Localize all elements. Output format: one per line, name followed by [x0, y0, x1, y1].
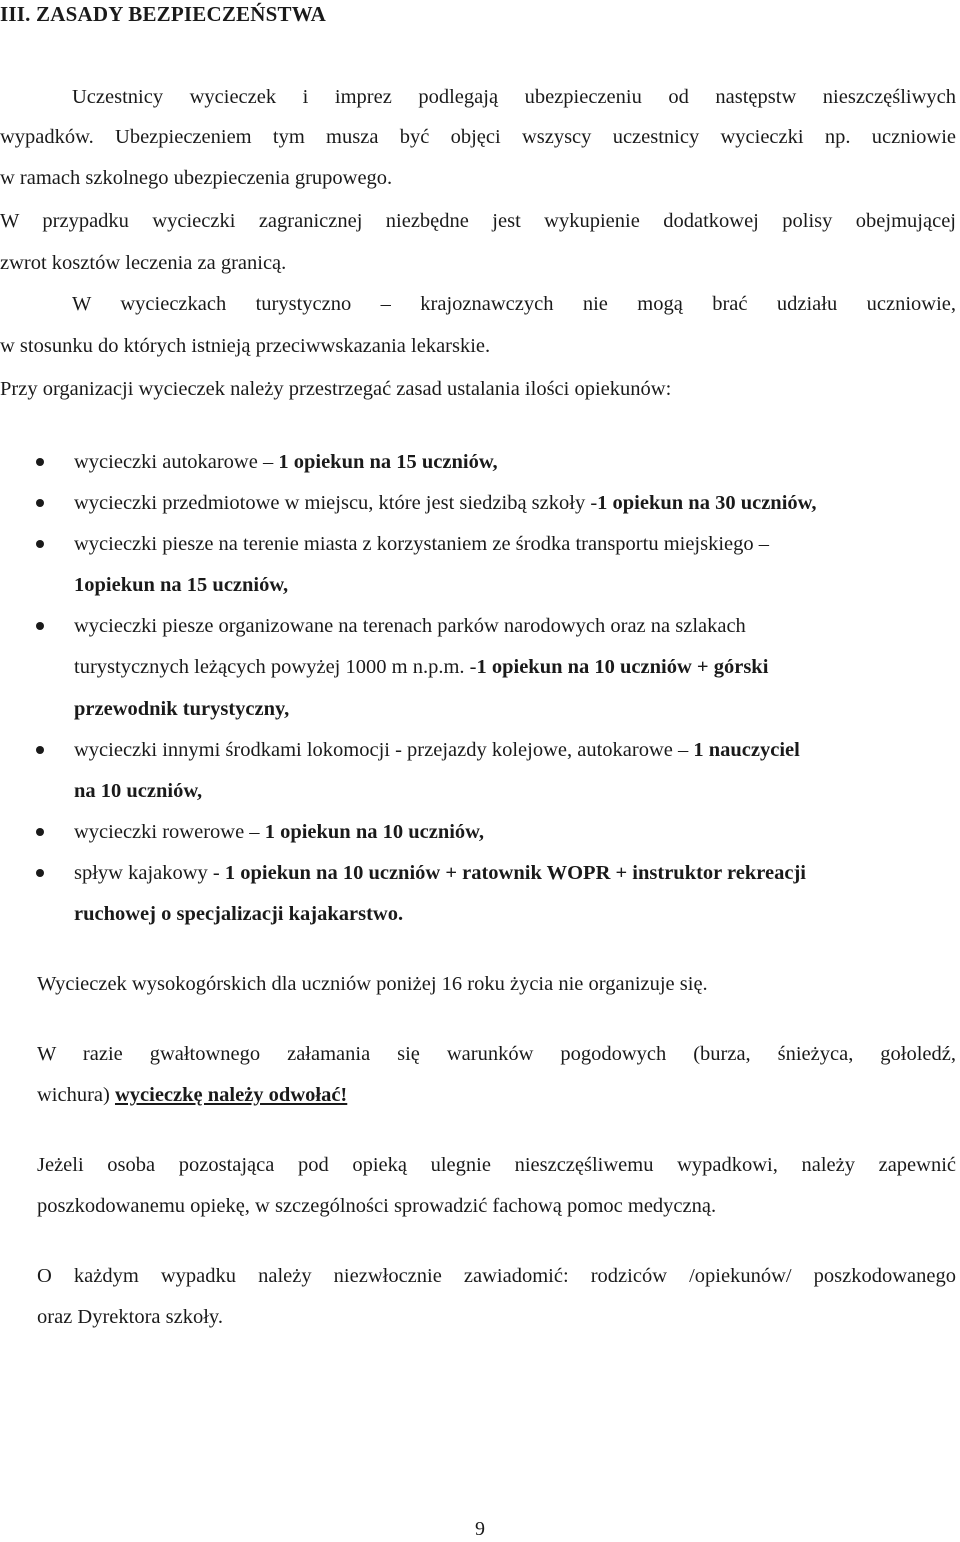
bullet-item-kayaking-line-1: [74, 861, 806, 885]
paragraph-accident-line-2: poszkodowanemu opiekę, w szczególności sprowadzić fachową pomoc medyczną.: [37, 1195, 717, 1217]
bullet-icon: [36, 746, 44, 754]
paragraph-guardians-intro: Przy organizacji wycieczek należy przestrzegać zasad ustalania ilości opiekunów:: [0, 378, 672, 400]
page-number: 9: [475, 1518, 485, 1540]
bullet-icon: [36, 869, 44, 877]
bullet-item-national-parks-line-3: przewodnik turystyczny,: [74, 698, 290, 720]
bullet-icon: [36, 458, 44, 466]
bullet-text: wycieczki autokarowe –: [74, 451, 279, 473]
bullet-bold-text: 1 opiekun na 15 uczniów,: [278, 451, 498, 473]
bullet-item-city-walks-line-2: 1opiekun na 15 uczniów,: [74, 574, 289, 596]
section-heading: III. ZASADY BEZPIECZEŃSTWA: [0, 2, 326, 26]
paragraph-notify-line-2: oraz Dyrektora szkoły.: [37, 1306, 223, 1328]
bullet-item-city-walks-line-1: wycieczki piesze na terenie miasta z korzystaniem ze środka transportu miejskiego –: [74, 533, 770, 555]
paragraph-medical-line-2: w stosunku do których istnieją przeciwwskazania lekarskie.: [0, 335, 491, 357]
bullet-item-coach-trips: [74, 450, 498, 474]
bullet-icon: [36, 540, 44, 548]
paragraph-abroad-line-1: W przypadku wycieczki zagranicznej niezbędne jest wykupienie dodatkowej polisy obejmującej: [0, 210, 956, 232]
bullet-text: spływ kajakowy -: [74, 862, 225, 884]
cancel-trip-emphasis: wycieczkę należy odwołać!: [114, 1084, 348, 1106]
paragraph-weather-line-1: W razie gwałtownego załamania się warunków pogodowych (burza, śnieżyca, gołoledź,: [37, 1043, 956, 1065]
bullet-text: wycieczki rowerowe –: [74, 821, 265, 843]
paragraph-text: wichura): [37, 1084, 115, 1106]
bullet-item-other-transport-line-2: na 10 uczniów,: [74, 780, 203, 802]
paragraph-insurance-line-3: w ramach szkolnego ubezpieczenia grupowego.: [0, 167, 393, 189]
paragraph-abroad-line-2: zwrot kosztów leczenia za granicą.: [0, 252, 287, 274]
bullet-text: wycieczki innymi środkami lokomocji - przejazdy kolejowe, autokarowe –: [74, 739, 694, 761]
paragraph-notify-line-1: O każdym wypadku należy niezwłocznie zawiadomić: rodziców /opiekunów/ poszkodowanego: [37, 1265, 956, 1287]
bullet-icon: [36, 828, 44, 836]
paragraph-high-mountains: Wycieczek wysokogórskich dla uczniów poniżej 16 roku życia nie organizuje się.: [37, 973, 708, 995]
paragraph-accident-line-1: Jeżeli osoba pozostająca pod opieką ulegnie nieszczęśliwemu wypadkowi, należy zapewnić: [37, 1154, 956, 1176]
paragraph-insurance-line-1: Uczestnicy wycieczek i imprez podlegają ubezpieczeniu od następstw nieszczęśliwych: [72, 86, 956, 108]
bullet-bold-text: 1 opiekun na 30 uczniów,: [597, 492, 817, 514]
bullet-text: turystycznych leżących powyżej 1000 m n.p.m. -: [74, 656, 477, 678]
bullet-icon: [36, 622, 44, 630]
bullet-item-national-parks-line-2: [74, 655, 768, 679]
bullet-bold-text: 1 nauczyciel: [693, 739, 800, 761]
bullet-text: wycieczki przedmiotowe w miejscu, które jest siedzibą szkoły -: [74, 492, 598, 514]
bullet-item-kayaking-line-2: ruchowej o specjalizacji kajakarstwo.: [74, 903, 404, 925]
bullet-bold-text: 1 opiekun na 10 uczniów,: [264, 821, 484, 843]
paragraph-weather-line-2: [37, 1083, 347, 1107]
bullet-item-national-parks-line-1: wycieczki piesze organizowane na terenach parków narodowych oraz na szlakach: [74, 615, 746, 637]
bullet-item-other-transport-line-1: [74, 738, 800, 762]
bullet-bold-text: 1 opiekun na 10 uczniów + górski: [476, 656, 769, 678]
paragraph-insurance-line-2: wypadków. Ubezpieczeniem tym musza być objęci wszyscy uczestnicy wycieczki np. uczniowie: [0, 126, 956, 148]
bullet-icon: [36, 499, 44, 507]
bullet-item-bike-trips: [74, 820, 484, 844]
bullet-bold-text: 1 opiekun na 10 uczniów + ratownik WOPR + instruktor rekreacji: [224, 862, 806, 884]
bullet-item-subject-trips: [74, 491, 816, 515]
paragraph-medical-line-1: W wycieczkach turystyczno – krajoznawczych nie mogą brać udziału uczniowie,: [72, 293, 956, 315]
